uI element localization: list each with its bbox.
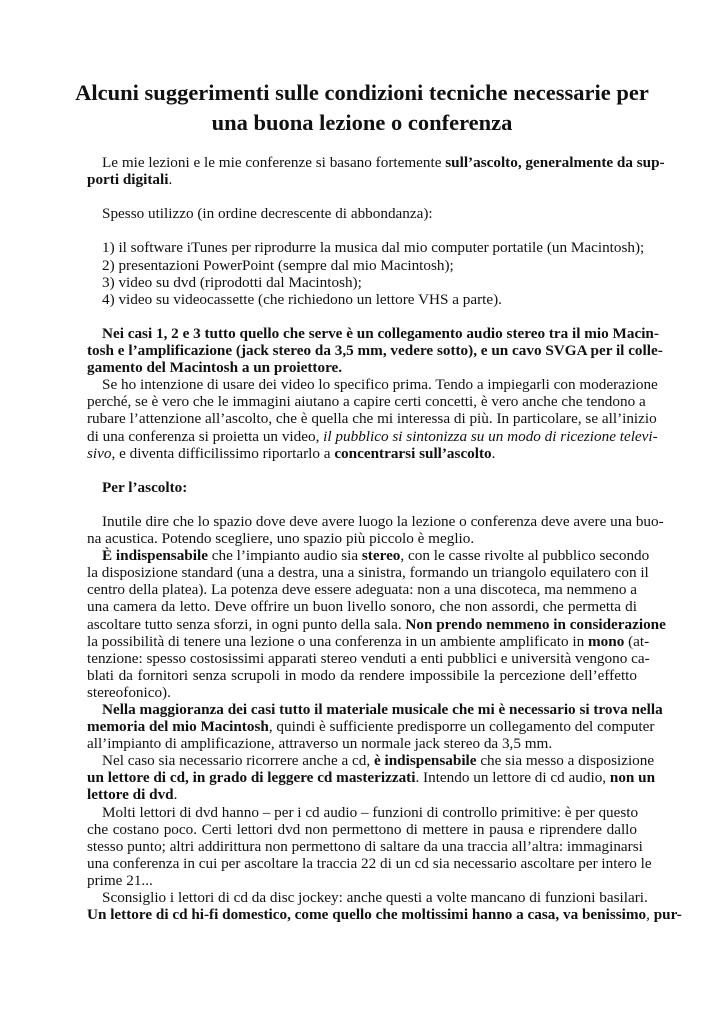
text-line: [87, 889, 648, 907]
text-run: Spesso utilizzo (in ordine decrescente di abbondanza):: [102, 205, 433, 223]
text-line: [87, 171, 637, 188]
text-run: all’impianto di amplificazione, attraverso un normale jack stereo da 3,5 mm.: [87, 735, 553, 753]
paragraph: [87, 376, 658, 462]
text-run: 3) video su dvd (riprodotti dal Macintosh);: [102, 273, 362, 291]
text-line: [87, 512, 664, 530]
text-run: che l’impianto audio sia: [207, 547, 362, 565]
text-line: [87, 274, 637, 291]
document-body: [87, 154, 682, 940]
text-line: [87, 684, 637, 701]
bold-text: concentrarsi sull’ascolto: [334, 444, 492, 462]
text-run: la possibilità di tenere una lezione o una conferenza in un ambiente amplificato in: [87, 632, 589, 650]
text-line: [87, 598, 637, 615]
text-run: prime 21...: [87, 871, 153, 889]
text-line: [87, 632, 650, 650]
text-run: che sia messo a disposizione: [476, 752, 655, 770]
text-line: [87, 701, 663, 718]
text-run: .: [168, 171, 173, 189]
text-run: Nel caso sia necessario ricorrere anche a cd,: [102, 752, 374, 770]
bold-text: tosh e l’amplificazione (jack stereo da 3,5 mm, vedere sotto), e un cavo SVGA per il colle-: [87, 342, 663, 360]
paragraph: [87, 803, 652, 889]
italic-text: il pubblico si sintonizza su un modo di ricezione televi-: [323, 427, 658, 445]
text-run: blati da fornitori senza scrupoli in modo da rendere impossibile la percezione dell’effetto: [87, 666, 637, 684]
bold-text: un lettore di cd, in grado di leggere cd masterizzati: [87, 769, 416, 787]
text-run: (at-: [624, 632, 650, 650]
paragraph: [87, 257, 637, 274]
text-run: .: [491, 444, 496, 462]
text-run: 2) presentazioni PowerPoint (sempre dal mio Macintosh);: [102, 256, 454, 274]
text-line: [87, 445, 637, 462]
text-run: stesso punto; altri addirittura non permettono di saltare da una traccia all’altra: immaginarsi: [87, 837, 643, 855]
text-line: [87, 547, 650, 565]
text-line: [87, 906, 682, 924]
text-run: stereofonico).: [87, 683, 171, 701]
italic-text: sivo: [87, 444, 112, 462]
text-line: [87, 872, 637, 889]
text-run: Sconsiglio i lettori di cd da disc jockey: anche questi a volte mancano di funzioni basilari.: [102, 889, 648, 907]
bold-text: mono: [588, 632, 625, 650]
bold-text: memoria del mio Macintosh: [87, 718, 269, 736]
text-line: [87, 667, 637, 684]
paragraph: [87, 701, 663, 753]
text-run: centro della platea). La potenza deve essere adeguata: non a una discoteca, ma nemmeno a: [87, 581, 637, 599]
text-line: [87, 821, 637, 838]
paragraph-group: [87, 324, 663, 462]
paragraph: [87, 752, 656, 804]
text-line: [87, 376, 658, 394]
paragraph: [87, 479, 637, 496]
bold-text: porti digitali: [87, 171, 169, 189]
text-run: la disposizione standard (una a destra, una a sinistra, formando un triangolo equilatero con il: [87, 564, 649, 582]
text-run: ascoltare tutto senza sforzi, in ogni punto della sala.: [87, 615, 406, 633]
title-line: una buona lezione o conferenza: [211, 110, 513, 135]
text-run: . Intendo un lettore di cd audio,: [415, 769, 610, 787]
bold-text: pur-: [653, 906, 682, 924]
paragraph: [87, 205, 637, 222]
text-line: [87, 257, 637, 274]
text-run: .: [173, 786, 178, 804]
text-run: di una conferenza si proietta un video,: [87, 427, 324, 445]
bold-text: lettore di dvd: [87, 786, 174, 804]
bold-text: Nella maggioranza dei casi tutto il materiale musicale che mi è necessario si trova nella: [102, 701, 663, 718]
text-line: [87, 581, 637, 598]
paragraph: [87, 291, 637, 308]
text-line: [87, 427, 658, 445]
text-line: [87, 854, 652, 872]
title-line: Alcuni suggerimenti sulle condizioni tecniche necessarie per: [75, 80, 649, 105]
text-line: [87, 479, 637, 496]
paragraph: [87, 889, 682, 924]
text-run: , e diventa difficilissimo riportarlo a: [111, 444, 335, 462]
text-run: ,: [646, 906, 654, 924]
text-run: na acustica. Potendo scegliere, uno spazio più piccolo è meglio.: [87, 530, 475, 548]
bold-text: non un: [609, 769, 656, 787]
page-title: [60, 78, 664, 138]
text-line: [87, 359, 637, 376]
paragraph: [87, 239, 645, 257]
text-run: Molti lettori di dvd hanno – per i cd audio – funzioni di controllo primitive: è per questo: [102, 803, 639, 821]
text-line: [87, 154, 665, 171]
paragraph: [87, 324, 663, 377]
paragraph-group: [87, 154, 665, 189]
bold-text: Un lettore di cd hi-fi domestico, come quello che moltissimi hanno a casa, va benissimo: [87, 906, 647, 924]
paragraph: [87, 512, 664, 548]
text-run: una camera da letto. Deve offrire un buon livello sonoro, che non assordi, che permetta di: [87, 598, 637, 616]
text-line: [87, 769, 656, 787]
text-run: Le mie lezioni e le mie conferenze si basano fortemente: [102, 154, 446, 171]
bold-text: gamento del Macintosh a un proiettore.: [87, 359, 343, 377]
text-run: Inutile dire che lo spazio dove deve avere luogo la lezione o conferenza deve avere una buo-: [102, 512, 664, 530]
text-line: [87, 205, 637, 222]
text-line: [87, 564, 649, 582]
paragraph-group: [87, 239, 645, 308]
text-line: [87, 530, 637, 547]
text-line: [87, 324, 659, 342]
bold-text: Nei casi 1, 2 e 3 tutto quello che serve è un collegamento audio stereo tra il mio Macin-: [102, 324, 659, 342]
text-run: Se ho intenzione di usare dei video lo specifico prima. Tendo a impiegarli con moderazione: [102, 376, 658, 394]
text-line: [87, 752, 655, 770]
text-run: 4) video su videocassette (che richiedono un lettore VHS a parte).: [102, 290, 502, 308]
paragraph: [87, 547, 666, 701]
bold-text: Non prendo nemmeno in considerazione: [405, 615, 666, 633]
text-line: [87, 735, 637, 752]
text-run: tenzione: spesso costosissimi apparati stereo venduti a enti pubblici e università vengono ca-: [87, 649, 650, 667]
text-line: [87, 649, 650, 667]
text-run: , quindi è sufficiente predisporre un collegamento del computer: [268, 718, 655, 736]
text-run: , con le casse rivolte al pubblico secondo: [400, 547, 650, 565]
text-line: [87, 291, 637, 308]
text-line: [87, 239, 645, 257]
text-line: [87, 804, 637, 821]
bold-text: Per l’ascolto:: [102, 478, 188, 496]
paragraph: [87, 274, 637, 291]
text-line: [87, 410, 657, 428]
bold-text: sull’ascolto, generalmente da sup-: [445, 154, 665, 171]
bold-text: stereo: [361, 547, 401, 565]
paragraph-group: [87, 512, 682, 924]
paragraph: [87, 154, 665, 189]
text-line: [87, 718, 655, 736]
text-line: [87, 786, 637, 803]
text-line: [87, 615, 666, 633]
text-line: [87, 837, 643, 855]
bold-text: è indispensabile: [373, 752, 477, 770]
bold-text: È indispensabile: [102, 547, 208, 565]
text-run: rubare l’attenzione all’ascolto, che è quella che mi interessa di più. In particolare, se all’inizio: [87, 410, 657, 428]
text-run: una conferenza in cui per ascoltare la traccia 22 di un cd sia necessario ascoltare per intero le: [87, 854, 652, 872]
text-run: che costano poco. Certi lettori dvd non permettono di mettere in pausa e riprendere dallo: [87, 820, 637, 838]
text-run: 1) il software iTunes per riprodurre la musica dal mio computer portatile (un Macintosh);: [102, 239, 645, 257]
text-run: perché, se è vero che le immagini aiutano a capire certi concetti, è vero anche che tendono a: [87, 393, 646, 411]
text-line: [87, 342, 663, 360]
paragraph-group: [87, 205, 637, 222]
paragraph-group: [87, 479, 637, 496]
text-line: [87, 393, 646, 411]
